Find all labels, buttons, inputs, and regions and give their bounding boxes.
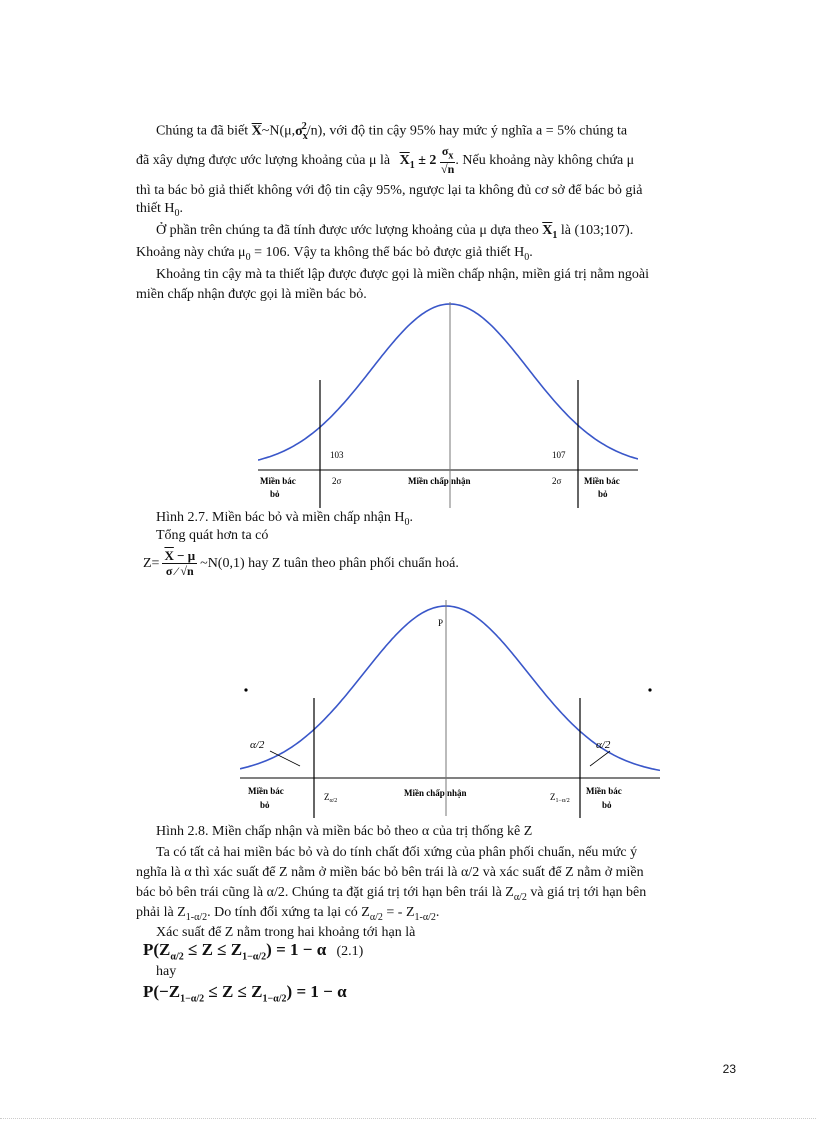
paragraph-4-line-2: nghĩa là α thì xác suất để Z nằm ở miền bác bỏ bên trái là α/2 và xác suất để Z nằm ở miền: [136, 865, 644, 880]
left-bound-label: 103: [330, 450, 344, 460]
accept-label: Miền chấp nhận: [404, 788, 467, 798]
paragraph-1-line-4: thiết $H_0$.: [136, 201, 183, 219]
reject-left-label-2: bỏ: [260, 800, 270, 810]
reject-right-label-2: bỏ: [602, 800, 612, 810]
dot-marker-left: [244, 688, 247, 691]
alpha-left-pointer: [270, 751, 300, 766]
sigma-squared-symbol: $\sigma_x^2$: [295, 121, 308, 142]
paragraph-3-line-1: Khoảng tin cậy mà ta thiết lập được được gọi là miền chấp nhận, miền giá trị nằm ngoài: [156, 267, 650, 282]
z-right-label: $Z_{1-\alpha/2}$: [550, 792, 570, 804]
equation-2-1: $P(Z_{\alpha/2} \le Z \le Z_{1-\alpha/2}) = 1 - \alpha$ (2.1): [143, 940, 364, 963]
paragraph-4-line-4: phải là $Z_{1-\alpha/2}$. Do tính đối xứng ta lại có $Z_{\alpha/2}$ = - $Z_{1-\alpha/2}$.: [136, 905, 440, 923]
reject-left-label-1: Miền bác: [260, 476, 296, 486]
reject-left-label-1: Miền bác: [248, 786, 284, 796]
paragraph-3-line-2: miền chấp nhận được gọi là miền bác bỏ.: [136, 287, 367, 302]
normal-curve: [258, 304, 638, 460]
paragraph-4-line-1: Ta có tất cả hai miền bác bỏ và do tính chất đối xứng của phân phối chuẩn, nếu mức ý: [156, 845, 638, 860]
z-fraction: $\frac{\overline{X} - \mu}{\sigma ⁄ √n}$: [164, 548, 196, 578]
page-number: 23: [722, 1062, 736, 1076]
alpha-right-label: α/2: [596, 739, 611, 751]
right-bound-label: 107: [552, 450, 566, 460]
sigma-left-label: 2σ: [332, 476, 342, 486]
paragraph-1-line-2: đã xây dựng được ước lượng khoảng của μ là $\overline{X}_1 \pm 2$ $\frac{\sigma_x}{√n}$ . Nếu khoảng này không chứa μ: [136, 144, 635, 177]
general-intro: Tổng quát hơn ta có: [156, 528, 269, 543]
page-bottom-border: [0, 1118, 816, 1119]
interval-formula: $\overline{X}_1 \pm 2$ $\frac{\sigma_x}{√n}$: [399, 144, 455, 177]
normal-curve-figure-2: [240, 598, 660, 820]
x1-bar-symbol: $\overline{X}_1$: [542, 223, 558, 241]
z-definition: Z= $\frac{\overline{X} - \mu}{\sigma ⁄ √n}$ ~N(0,1) hay Z tuân theo phân phối chuẩn hoá.: [143, 548, 459, 578]
reject-right-label-2: bỏ: [598, 489, 608, 499]
paragraph-2: Ở phần trên chúng ta đã tính được ước lượng khoảng của μ dựa theo $\overline{X}_1$ là (103;107).: [156, 223, 634, 241]
x-bar-symbol: $\overline{X}$: [251, 123, 262, 139]
equation-2-1-alt: $P(-Z_{1-\alpha/2} \le Z \le Z_{1-\alpha/2}) = 1 - \alpha$: [143, 982, 347, 1005]
paragraph-1: Chúng ta đã biết $\overline{X}\sim N(\mu,\sigma_x^2/n)$, với độ tin cậy 95% hay mức ý nghĩa a = 5% chúng ta: [156, 121, 628, 142]
paragraph-2-line-2: Khoảng này chứa $\mu_0 = 106$. Vậy ta không thể bác bỏ được giả thiết $H_0$.: [136, 245, 533, 263]
sigma-right-label: 2σ: [552, 476, 562, 486]
paragraph-5-intro: Xác suất để Z nằm trong hai khoảng tới hạn là: [156, 925, 416, 940]
figure-2-7-caption: Hình 2.7. Miền bác bỏ và miền chấp nhận $H_0$.: [156, 510, 413, 528]
z-left-label: $Z_{\alpha/2}$: [324, 792, 338, 804]
dot-marker-right: [648, 688, 651, 691]
paragraph-1-line-3: thì ta bác bỏ giả thiết không với độ tin cậy 95%, ngược lại ta không đủ cơ sở để bác bỏ giả: [136, 183, 643, 198]
peak-label: P: [438, 618, 444, 628]
figure-2-7: [258, 300, 638, 510]
reject-left-label-2: bỏ: [270, 489, 280, 499]
alpha-left-label: α/2: [250, 739, 265, 751]
paragraph-4-line-3: bác bỏ bên trái cũng là α/2. Chúng ta đặt giá trị tới hạn bên trái là $Z_{\alpha/2}$ và giá trị tới hạn bên: [136, 885, 647, 903]
figure-2-8-caption: Hình 2.8. Miền chấp nhận và miền bác bỏ theo α của trị thống kê Z: [156, 824, 533, 839]
or-label: hay: [156, 964, 177, 979]
reject-right-label-1: Miền bác: [586, 786, 622, 796]
figure-2-8: [240, 598, 660, 820]
accept-label: Miền chấp nhận: [408, 476, 471, 486]
equation-tag: (2.1): [336, 944, 364, 959]
reject-right-label-1: Miền bác: [584, 476, 620, 486]
alpha-right-pointer: [590, 751, 610, 766]
normal-curve-figure-1: [258, 300, 638, 510]
